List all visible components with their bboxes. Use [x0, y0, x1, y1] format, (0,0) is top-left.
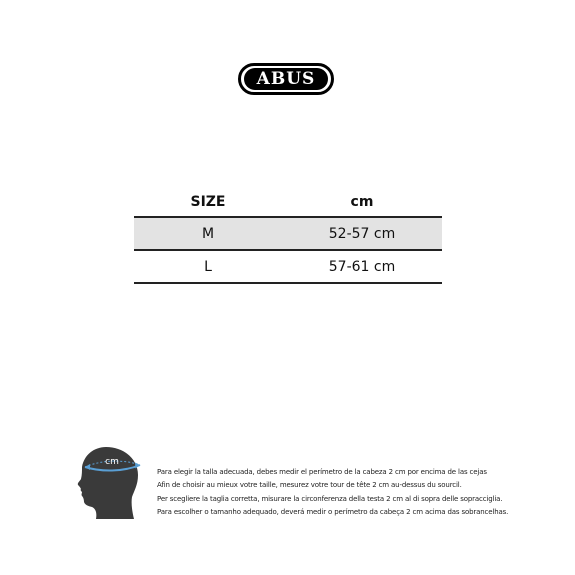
- table-row: [134, 250, 442, 283]
- abus-logo-badge: [244, 68, 328, 90]
- head-measure-icon: [76, 445, 146, 520]
- instruction-fr: Afin de choisir au mieux votre taille, mesurez votre tour de tête 2 cm au-dessus du sourcil.: [157, 481, 462, 490]
- instruction-it: Per scegliere la taglia corretta, misurare la circonferenza della testa 2 cm al di sopra delle sopracciglia.: [157, 494, 503, 503]
- abus-logo-text: ABUS: [256, 68, 316, 89]
- cm-column-header: cm: [282, 188, 442, 217]
- size-chart-table: [134, 188, 442, 284]
- instruction-es: Para elegir la talla adecuada, debes medir el perímetro de la cabeza 2 cm por encima de las cejas: [157, 468, 487, 476]
- table-row: [134, 217, 442, 250]
- cm-cell: 57-61 cm: [282, 250, 442, 283]
- abus-logo: [238, 63, 334, 95]
- sizing-instructions: [157, 466, 567, 519]
- size-cell: L: [134, 250, 282, 283]
- cm-label: cm: [105, 457, 119, 467]
- cm-cell: 52-57 cm: [282, 217, 442, 250]
- size-column-header: SIZE: [134, 188, 282, 217]
- size-chart-header-row: [134, 188, 442, 217]
- instruction-pt: Para escolher o tamanho adequado, deverá medir o perímetro da cabeça 2 cm acima das sobrancelhas.: [157, 507, 509, 516]
- arrow-right: [135, 463, 140, 469]
- size-cell: M: [134, 217, 282, 250]
